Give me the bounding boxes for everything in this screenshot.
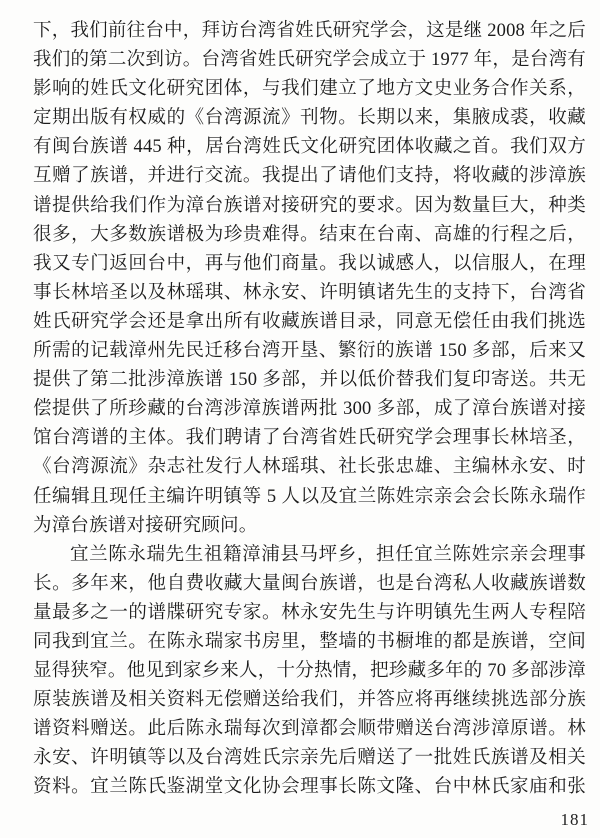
body-text xyxy=(33,17,586,803)
text-line: 所需的记载漳州先民迁移台湾开垦、繁衍的族谱 150 多部，后来又 xyxy=(33,341,586,362)
text-line: 任编辑且现任主编许明镇等 5 人以及宜兰陈姓宗亲会会长陈永瑞作 xyxy=(33,486,586,507)
text-line-paragraph-start: 宜兰陈永瑞先生祖籍漳浦县马坪乡，担任宜兰陈姓宗亲会理事 xyxy=(70,544,586,565)
text-line: 很多，大多数族谱极为珍贵难得。结束在台南、高雄的行程之后， xyxy=(33,224,586,245)
text-line-paragraph-end: 为漳台族谱对接研究顾问。 xyxy=(33,515,258,536)
text-line: 永安、许明镇等以及台湾姓氏宗亲先后赠送了一批姓氏族谱及相关 xyxy=(33,748,586,769)
text-line: 谱提供给我们作为漳台族谱对接研究的要求。因为数量巨大，种类 xyxy=(33,195,586,216)
text-line: 偿提供了所珍藏的台湾涉漳族谱两批 300 多部，成了漳台族谱对接 xyxy=(33,399,586,420)
text-line: 馆台湾谱的主体。我们聘请了台湾省姓氏研究学会理事长林培圣， xyxy=(33,428,586,449)
text-line: 我们的第二次到访。台湾省姓氏研究学会成立于 1977 年，是台湾有 xyxy=(33,50,586,71)
text-line: 互赠了族谱，并进行交流。我提出了请他们支持，将收藏的涉漳族 xyxy=(33,166,586,187)
text-line: 谱资料赠送。此后陈永瑞每次到漳都会顺带赠送台湾涉漳原谱。林 xyxy=(33,719,586,740)
text-line: 影响的姓氏文化研究团体，与我们建立了地方文史业务合作关系， xyxy=(33,79,586,100)
text-line: 资料。宜兰陈氏鉴湖堂文化协会理事长陈文隆、台中林氏家庙和张 xyxy=(33,777,586,798)
text-line: 定期出版有权威的《台湾源流》刊物。长期以来，集腋成裘，收藏 xyxy=(33,108,586,129)
text-line: 事长林培圣以及林瑶琪、林永安、许明镇诸先生的支持下，台湾省 xyxy=(33,282,586,303)
text-line: 同我到宜兰。在陈永瑞家书房里，整墙的书橱堆的都是族谱，空间 xyxy=(33,631,586,652)
text-line: 原装族谱及相关资料无偿赠送给我们，并答应将再继续挑选部分族 xyxy=(33,690,586,711)
text-line: 长。多年来，他自费收藏大量闽台族谱，也是台湾私人收藏族谱数 xyxy=(33,573,586,594)
text-line: 量最多之一的谱牒研究专家。林永安先生与许明镇先生两人专程陪 xyxy=(33,602,586,623)
text-line: 《台湾源流》杂志社发行人林瑶琪、社长张忠雄、主编林永安、时 xyxy=(33,457,586,478)
text-line: 我又专门返回台中，再与他们商量。我以诚感人，以信服人，在理 xyxy=(33,253,586,274)
text-line: 姓氏研究学会还是拿出所有收藏族谱目录，同意无偿任由我们挑选 xyxy=(33,311,586,332)
text-line: 提供了第二批涉漳族谱 150 多部，并以低价替我们复印寄送。共无 xyxy=(33,370,586,391)
text-line: 有闽台族谱 445 种，居台湾姓氏文化研究团体收藏之首。我们双方 xyxy=(33,137,586,158)
page-number: 181 xyxy=(560,810,589,829)
text-line: 下，我们前往台中，拜访台湾省姓氏研究学会，这是继 2008 年之后 xyxy=(33,21,586,41)
text-line: 显得狭窄。他见到家乡来人，十分热情，把珍藏多年的 70 多部涉漳 xyxy=(33,661,586,682)
